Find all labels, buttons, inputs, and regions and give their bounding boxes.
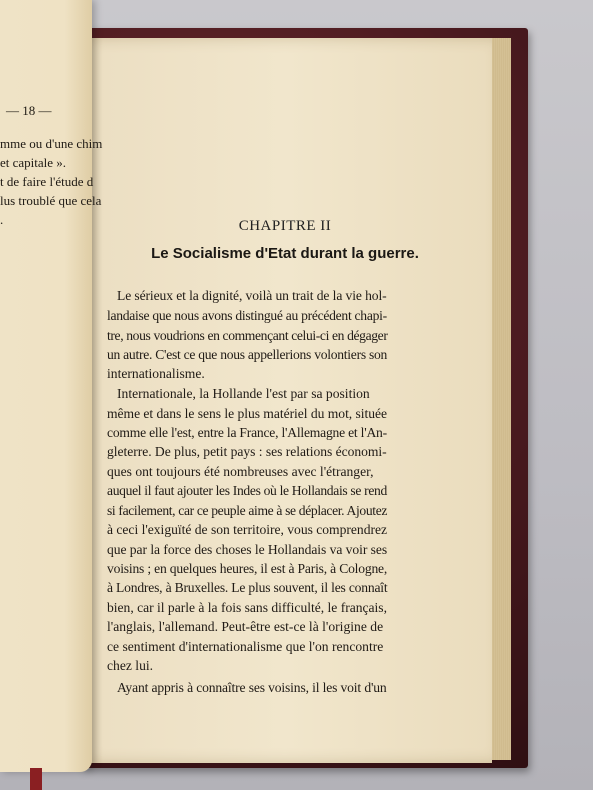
ribbon-bookmark: [30, 768, 42, 790]
text-line: que par la force des choses le Hollandais va voir ses: [107, 542, 388, 557]
text-line: comme elle l'est, entre la France, l'Allemagne et l'An-: [107, 425, 387, 440]
text-line: landaise que nous avons distingué au précédent chapi-: [107, 308, 387, 323]
text-line: l'anglais, l'allemand. Peut-être est-ce là l'origine de: [107, 619, 384, 634]
text-line: même et dans le sens le plus matériel du mot, située: [107, 406, 387, 421]
text-line: gleterre. De plus, petit pays : ses relations économi-: [107, 444, 387, 459]
text-line: si facilement, car ce peuple aime à se déplacer. Ajoutez: [107, 503, 388, 518]
text-line: chez lui.: [107, 658, 154, 673]
text-line: à ceci l'exiguïté de son territoire, vous comprendrez: [107, 522, 388, 537]
chapter-subtitle: Le Socialisme d'Etat durant la guerre.: [151, 245, 419, 262]
text-line: ques ont toujours été nombreuses avec l'étranger,: [107, 464, 374, 479]
text-line: tre, nous voudrions en commençant celui-ci en dégager: [107, 328, 388, 343]
left-line: lus troublé que cela: [0, 193, 102, 208]
text-line: internationalisme.: [107, 366, 205, 381]
left-line: t de faire l'étude d: [0, 174, 94, 189]
chapter-title: CHAPITRE II: [238, 218, 332, 234]
left-line: .: [0, 212, 4, 227]
text-line: bien, car il parle à la fois sans difficulté, le français,: [107, 600, 387, 615]
text-line: auquel il faut ajouter les Indes où le Hollandais se rend: [107, 483, 387, 498]
left-line: et capitale ».: [0, 155, 67, 170]
left-page-number: — 18 —: [6, 103, 52, 118]
text-line: voisins ; en quelques heures, il est à Paris, à Cologne,: [107, 561, 388, 576]
text-line: à Londres, à Bruxelles. Le plus souvent, il les connaît: [107, 580, 388, 595]
text-line: un autre. C'est ce que nous appellerions volontiers son: [107, 347, 388, 362]
left-line: mme ou d'une chim: [0, 136, 103, 151]
text-line: Ayant appris à connaître ses voisins, il les voit d'un: [117, 680, 387, 695]
text-line: ce sentiment d'internationalisme que l'on rencontre: [107, 639, 384, 654]
text-line: Le sérieux et la dignité, voilà un trait de la vie hol-: [117, 288, 387, 303]
text-line: Internationale, la Hollande l'est par sa position: [117, 386, 370, 401]
left-page: [0, 0, 103, 772]
